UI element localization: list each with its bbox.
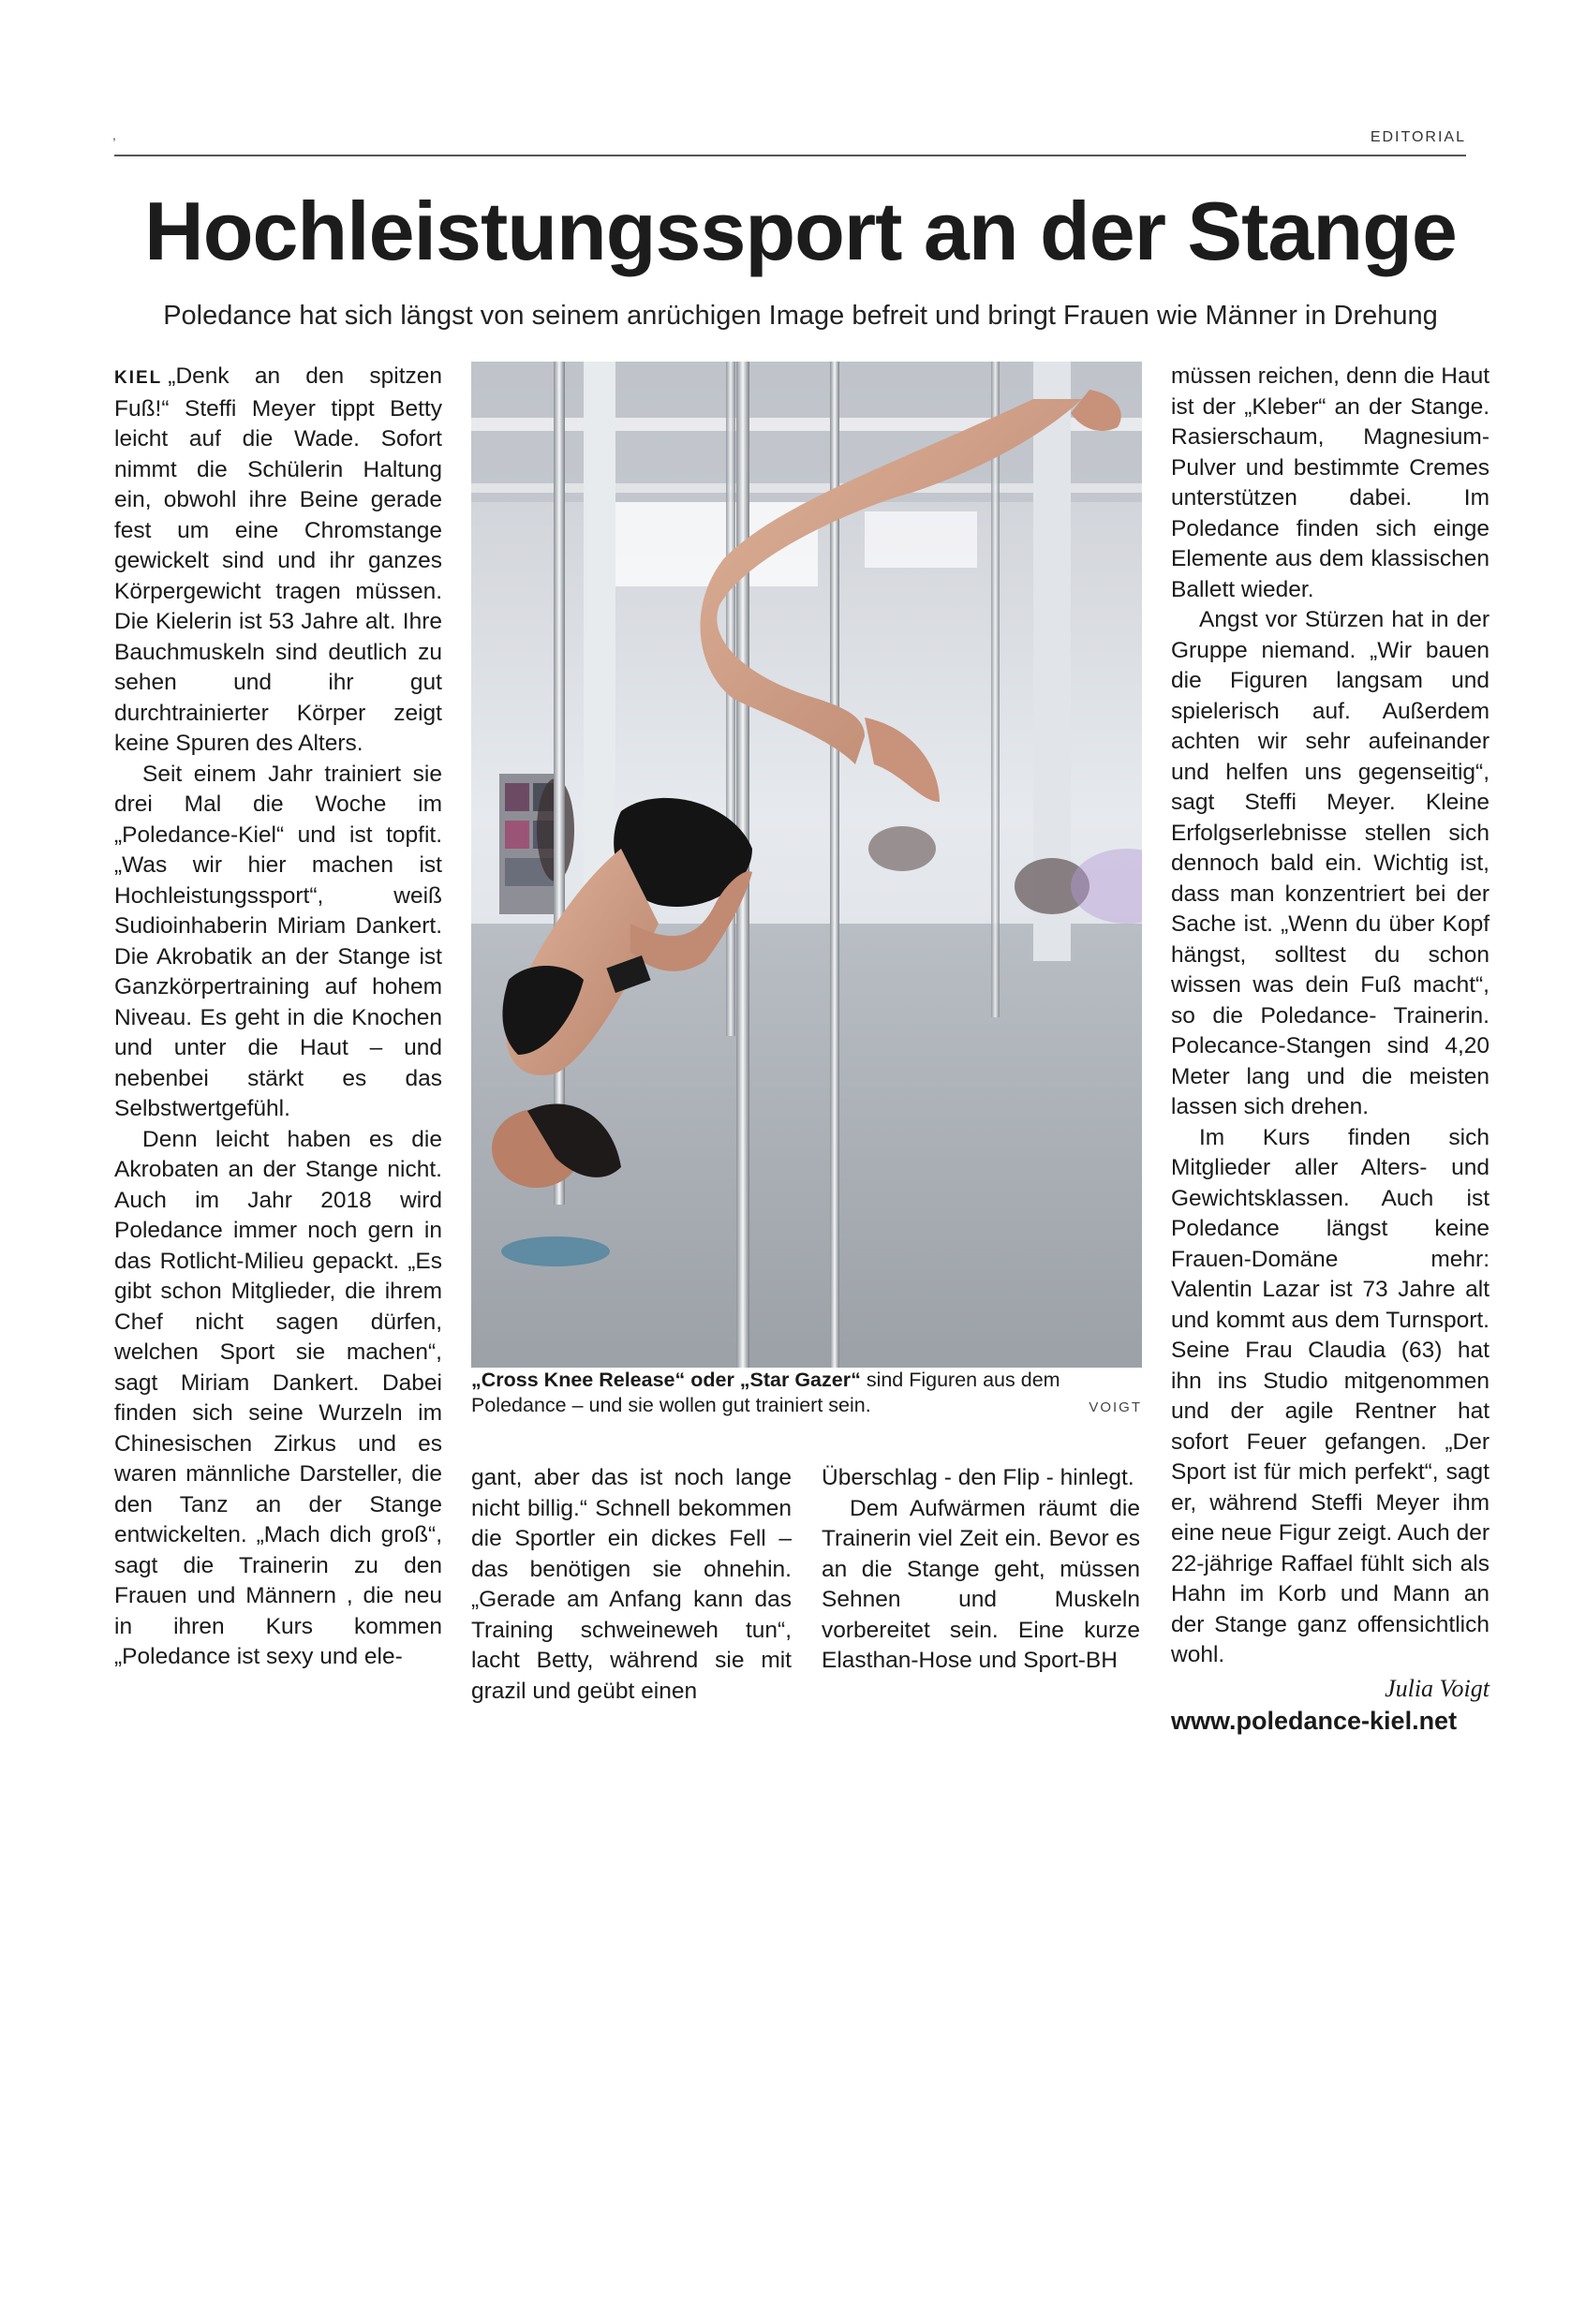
paragraph-text: „Denk an den spitzen Fuß!“ Steffi Meyer tippt Betty leicht auf die Wade. Sofort nimmt die Schülerin Haltung ein, obwohl ihre Beine gerade fest um eine Chromstange gewickelt sind und ihr ganzes Körpergewicht tragen müssen. Die Kielerin ist 53 Jahre alt. Ihre Bauchmuskeln sind deutlich zu sehen und ihr gut durchtrainierter Körper zeigt keine Spuren des Alters. (114, 363, 442, 756)
caption-bold: „Cross Knee Release“ oder „Star Gazer“ (471, 1369, 861, 1391)
dateline: KIEL (114, 368, 163, 388)
photo-credit: VOIGT (1089, 1399, 1142, 1415)
article-column-4 (1171, 362, 1489, 1737)
subheadline: Poledance hat sich längst von seinem anrüchigen Image befreit und bringt Frauen wie Männer in Drehung (163, 301, 1438, 331)
paragraph (114, 362, 442, 760)
paragraph: müssen reichen, denn die Haut ist der „Kleber“ an der Stange. Rasierschaum, Magnesium-Pulver und bestimmte Cremes unterstützen dabei. Im Poledance finden sich einge Elemente aus dem klassischen Ballett wieder. (1171, 363, 1489, 602)
caption-text: sind Figuren aus dem Poledance – und sie wollen gut trainiert sein. (471, 1369, 1060, 1416)
paragraph: Überschlag - den Flip - hinlegt. (822, 1465, 1134, 1490)
headline: Hochleistungssport an der Stange (144, 185, 1457, 277)
article-column-1 (114, 362, 442, 1673)
paragraph: Denn leicht haben es die Akrobaten an der Stange nicht. Auch im Jahr 2018 wird Poledance immer noch gern in das Rotlicht-Milieu gepackt. „Es gibt schon Mitglieder, die ihrem Chef nicht sagen dürfen, welchen Sport sie machen“, sagt Miriam Dankert. Dabei finden sich seine Wurzeln im Chinesischen Zirkus und es waren männliche Darsteller, die den Tanz an der Stange entwickelten. „Mach dich groß“, sagt die Trainerin zu den Frauen und Männern , die neu in ihren Kurs kommen „Poledance ist sexy und ele- (114, 1126, 442, 1669)
paragraph: Angst vor Stürzen hat in der Gruppe niemand. „Wir bauen die Figuren langsam und spielerisch auf. Außerdem achten wir sehr aufeinander und helfen uns gegenseitig“, sagt Steffi Meyer. Kleine Erfolgserlebnisse stellen sich dennoch bald ein. Wichtig ist, dass man konzentriert bei der Sache ist. „Wenn du über Kopf hängst, solltest du schon wissen was dein Fuß macht“, so die Poledance- Trainerin. Polecance-Stangen sind 4,20 Meter lang und die meisten lassen sich drehen. (1171, 607, 1489, 1119)
website-link[interactable]: www.poledance-kiel.net (1171, 1706, 1458, 1735)
photo-caption (471, 1368, 1142, 1418)
paragraph: gant, aber das ist noch lange nicht billig.“ Schnell bekommen die Sportler ein dickes Fell – das benötigen sie ohnehin. „Gerade am Anfang kann das Training schweineweh tun“, lacht Betty, während sie mit grazil und geübt einen (471, 1465, 792, 1704)
pole-dancer-photo (471, 362, 1142, 1368)
section-label: EDITORIAL (1370, 129, 1466, 145)
article-column-2 (471, 1463, 792, 1707)
page-mark: , (112, 127, 116, 142)
article-column-3 (822, 1463, 1140, 1677)
paragraph: Im Kurs finden sich Mitglieder aller Alters- und Gewichtsklassen. Auch ist Poledance längst keine Frauen-Domäne mehr: Valentin Lazar ist 73 Jahre alt und kommt aus dem Turnsport. Seine Frau Claudia (63) hat ihn ins Studio mitgenommen und der agile Rentner hat sofort Feuer gefangen. „Der Sport ist für mich perfekt“, sagt er, während Steffi Meyer ihm eine neue Figur zeigt. Auch der 22-jährige Raffael fühlt sich als Hahn im Korb und Mann an der Stange ganz offensichtlich wohl. (1171, 1124, 1489, 1667)
article-photo (471, 362, 1142, 1368)
header-rule (114, 155, 1466, 156)
paragraph: Seit einem Jahr trainiert sie drei Mal die Woche im „Poledance-Kiel“ und ist topfit. „Was wir hier machen ist Hochleistungssport“, weiß Sudioinhaberin Miriam Dankert. Die Akrobatik an der Stange ist Ganzkörpertraining auf hohem Niveau. Es geht in die Knochen und unter die Haut – und nebenbei stärkt es das Selbstwertgefühl. (114, 761, 442, 1121)
author-byline: Julia Voigt (1385, 1674, 1489, 1702)
paragraph: Dem Aufwärmen räumt die Trainerin viel Zeit ein. Bevor es an die Stange geht, müssen Sehnen und Muskeln vorbereitet sein. Eine kurze Elasthan-Hose und Sport-BH (822, 1495, 1140, 1673)
